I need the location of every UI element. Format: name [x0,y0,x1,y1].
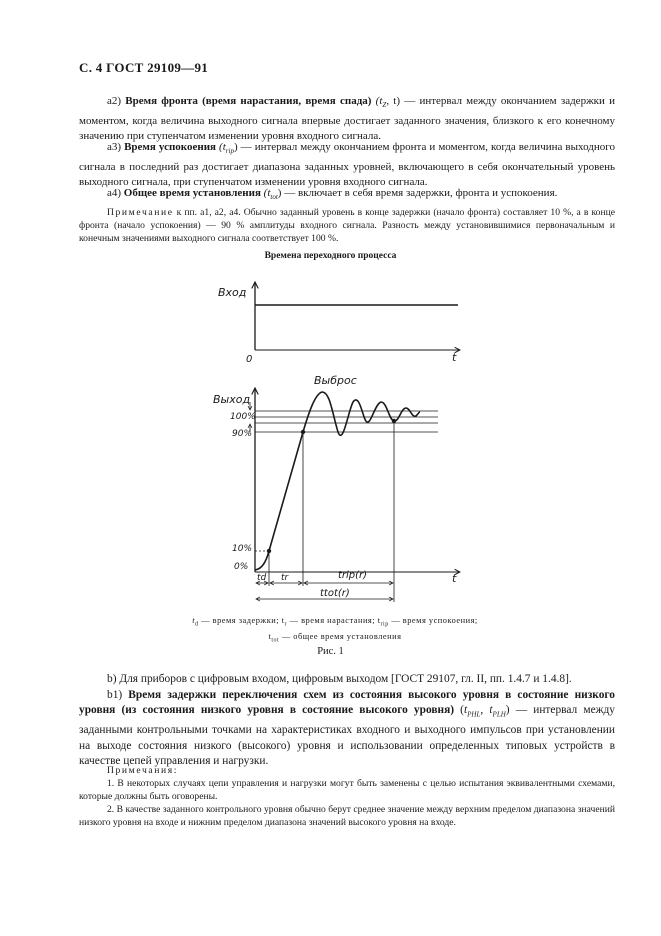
input-zero-label: 0 [246,354,253,365]
notes-heading: Примечания: [107,765,178,776]
interval-label-trip: trip(r) [338,570,368,581]
note-a1-a2-a4: Примечание к пп. а1, а2, а4. Обычно заданный уровень в конце задержки (начало фронта) составляет 10 %, а в конце фронта (начало успокоения) — 90 % амплитуды входного сигнала. Разность между установившимися первоначальным и конечным значениями выходного сигнала соответствует 100 %. [79,207,616,244]
level-label-0: 0% [234,562,249,572]
figure-caption: $t_d$ — время задержки; $t_r$ — время нарастания; $t_{rip}$ — время успокоения; $t_{tot}$ — общее время установления [192,616,478,644]
interval-label-tr: tr [281,573,289,583]
output-time-label: t [452,572,457,585]
output-response-curve [255,392,420,570]
paragraph-b: b) Для приборов с цифровым входом, цифровым выходом [ГОСТ 29107, гл. II, пп. 1.4.7 и 1.4.8]. [107,673,572,685]
note-2: 2. В качестве заданного контрольного уровня обычно берут среднее значение между верхним пределом диапазона значений низкого уровня на входе и нижним пределом диапазона значений высокого уровня на входе. [79,804,615,828]
paragraph-b1: b1) Время задержки переключения схем из состояния высокого уровня в состояние низкого уровня (из состояния низкого уровня в состояние высокого уровня) ($t_{PHL}$, $t_{PLH}$) — интервал между заданными контрольными точками на характеристиках входного и выходного импульсов при установлении на выходе состояния низкого (высокого) уровня и использовании определенных типовых устройств в качестве цепей управления и нагрузки. [79,689,615,767]
output-label: Выход [213,393,251,406]
input-label: Вход [218,286,247,299]
figure-title: Времена переходного процесса [264,251,397,261]
paragraph-a3: а3) Время успокоения $(t_{rip})$ — интервал между окончанием фронта и моментом, когда величина выходного сигнала в последний раз достигает диапазона заданных уровней, включающего в себя окончательный уровень выходного сигнала, при ступенчатом изменении уровня входного сигнала. [79,141,615,189]
paragraph-a2: а2) Время фронта (время нарастания, время спада) ($t_Z$, t) — интервал между окончанием задержки и моментом, когда величина выходного сигнала впервые достигает заданного значения, близкого к его конечному значению при ступенчатом изменении уровня входного сигнала. [79,95,616,143]
paragraph-a4: а4) Общее время установления $(t_{tot})$ — включает в себя время задержки, фронта и успокоения. [107,187,558,202]
note-1: 1. В некоторых случаях цепи управления и нагрузки могут быть заменены с целью испытания эквивалентными схемами, которые должны быть оговорены. [79,778,615,802]
level-label-90: 90% [232,429,253,439]
page-header: С. 4 ГОСТ 29109—91 [79,60,209,75]
input-time-label: t [452,351,457,364]
level-label-100: 100% [230,412,256,422]
figure-number: Рис. 1 [317,646,344,657]
interval-label-td: td [257,573,267,583]
level-label-10: 10% [232,544,253,554]
overshoot-label: Выброс [314,374,357,387]
interval-label-ttot: ttot(r) [320,588,350,599]
